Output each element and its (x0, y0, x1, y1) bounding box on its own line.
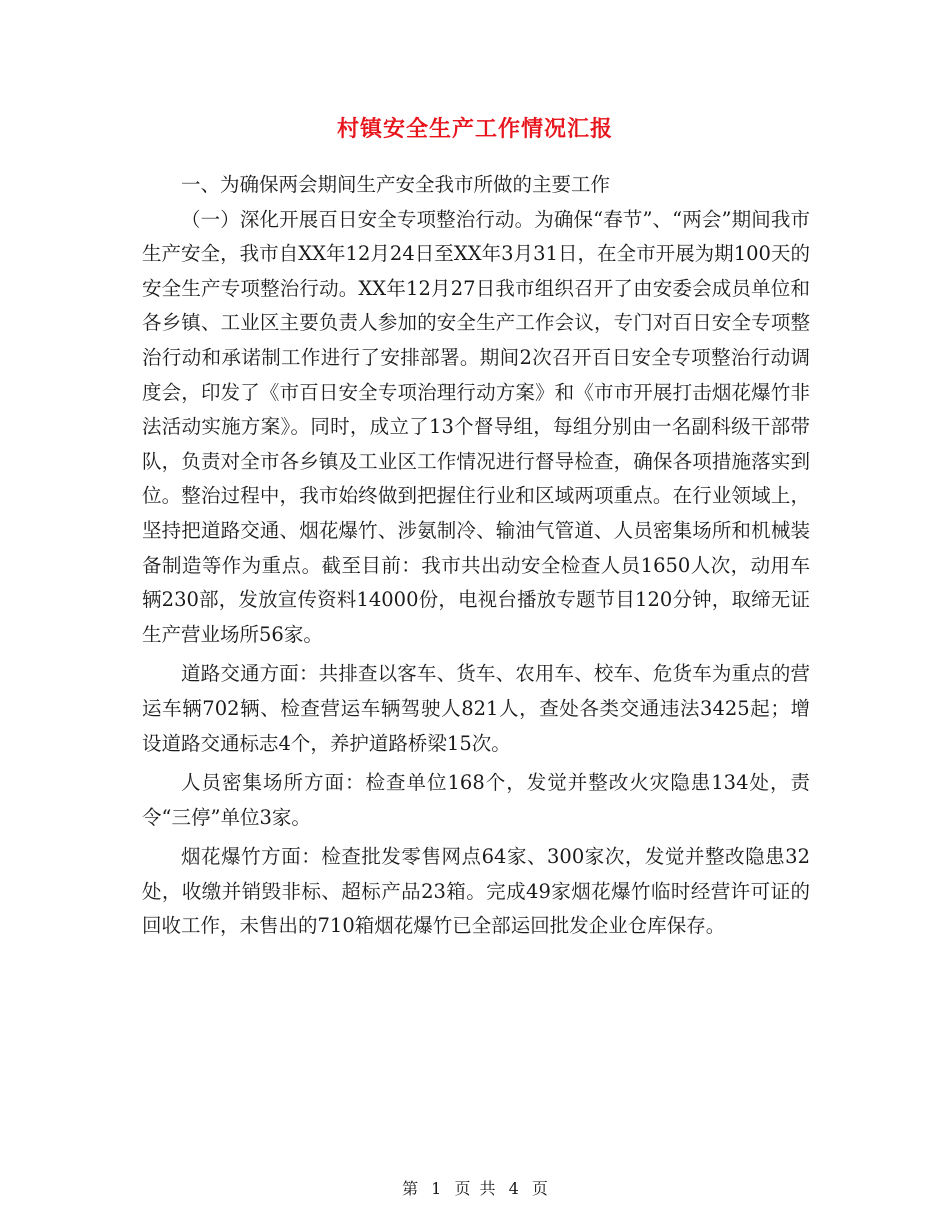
footer-page-total: 4 (508, 1179, 519, 1198)
document-body (142, 168, 810, 944)
paragraph-road-traffic: 道路交通方面：共排查以客车、货车、农用车、校车、危货车为重点的营运车辆702辆、检查营运车辆驾驶人821人，查处各类交通违法3425起；增设道路交通标志4个，养护道路桥梁15次。 (142, 662, 810, 755)
paragraph-crowded-places: 人员密集场所方面：检查单位168个，发觉并整改火灾隐患134处，责令“三停”单位3家。 (142, 771, 810, 829)
paragraph-fireworks: 烟花爆竹方面：检查批发零售网点64家、300家次，发觉并整改隐患32处，收缴并销毁非标、超标产品23箱。完成49家烟花爆竹临时经营许可证的回收工作，未售出的710箱烟花爆竹已全部运回批发企业仓库保存。 (142, 845, 810, 938)
footer-prefix: 第 (402, 1179, 419, 1198)
footer-page-current: 1 (431, 1179, 442, 1198)
footer-suffix: 页 (531, 1179, 548, 1198)
section-heading: 一、为确保两会期间生产安全我市所做的主要工作 (181, 173, 611, 196)
paragraph-campaign: （一）深化开展百日安全专项整治行动。为确保“春节”、“两会”期间我市生产安全，我市自XX年12月24日至XX年3月31日，在全市开展为期100天的安全生产专项整治行动。XX年12月27日我市组织召开了由安委会成员单位和各乡镇、工业区主要负责人参加的安全生产工作会议，专门对百日安全专项整治行动和承诺制工作进行了安排部署。期间2次召开百日安全专项整治行动调度会，印发了《市百日安全专项治理行动方案》和《市市开展打击烟花爆竹非法活动实施方案》。同时，成立了13个督导组，每组分别由一名副科级干部带队，负责对全市各乡镇及工业区工作情况进行督导检查，确保各项措施落实到位。整治过程中，我市始终做到把握住行业和区域两项重点。在行业领域上，坚持把道路交通、烟花爆竹、涉氨制冷、输油气管道、人员密集场所和机械装备制造等作为重点。截至目前：我市共出动安全检查人员1650人次，动用车辆230部，发放宣传资料14000份，电视台播放专题节目120分钟，取缔无证生产营业场所56家。 (142, 207, 810, 646)
footer-middle: 页 共 (454, 1179, 496, 1198)
document-title: 村镇安全生产工作情况汇报 (336, 116, 613, 142)
page-footer (0, 1176, 950, 1199)
